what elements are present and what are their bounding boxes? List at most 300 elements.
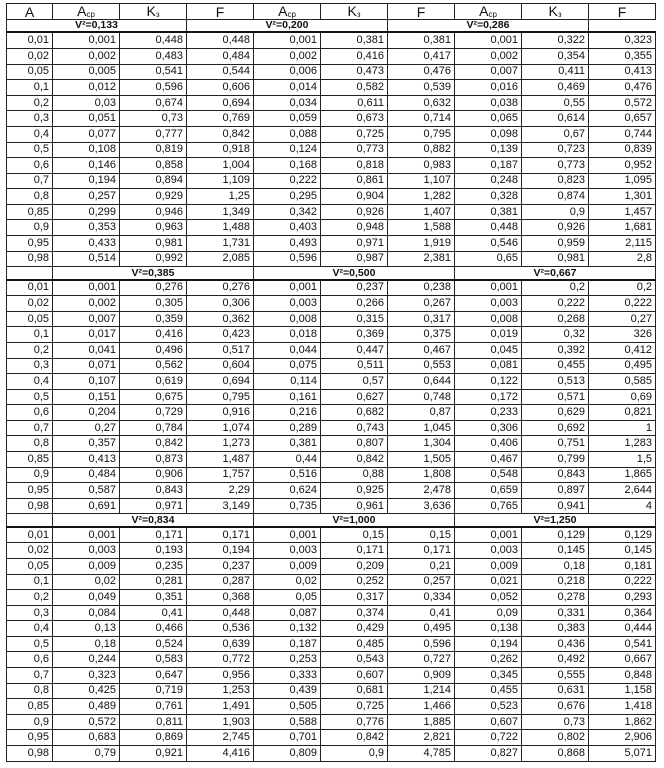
header-acp — [53, 4, 120, 20]
cell-kz: 0,629 — [522, 405, 589, 421]
cell-f: 2,381 — [388, 251, 455, 267]
cell-acp: 0,345 — [455, 668, 522, 684]
cell-a: 0,85 — [7, 452, 53, 468]
cell-f: 1,488 — [187, 220, 254, 236]
cell-f: 0,364 — [589, 605, 656, 621]
cell-a: 0,7 — [7, 420, 53, 436]
cell-acp: 0,003 — [254, 543, 321, 559]
cell-kz: 0,57 — [321, 374, 388, 390]
cell-acp: 0,624 — [254, 483, 321, 499]
cell-acp: 0,001 — [53, 527, 120, 543]
cell-kz: 0,483 — [120, 49, 187, 65]
cell-f: 0,772 — [187, 652, 254, 668]
cell-acp: 0,516 — [254, 467, 321, 483]
cell-f: 1,491 — [187, 699, 254, 715]
cell-f: 0,334 — [388, 590, 455, 606]
cell-kz: 0,818 — [321, 158, 388, 174]
cell-acp: 0,493 — [254, 236, 321, 252]
cell-f: 0,639 — [187, 636, 254, 652]
header-acp — [254, 4, 321, 20]
cell-f: 0,448 — [187, 605, 254, 621]
cell-kz: 0,583 — [120, 652, 187, 668]
cell-acp: 0,244 — [53, 652, 120, 668]
cell-f: 0,541 — [589, 636, 656, 652]
cell-kz: 0,278 — [522, 590, 589, 606]
cell-f: 0,484 — [187, 49, 254, 65]
cell-kz: 0,906 — [120, 467, 187, 483]
cell-kz: 0,926 — [522, 220, 589, 236]
cell-acp: 0,044 — [254, 342, 321, 358]
cell-kz: 0,73 — [120, 111, 187, 127]
cell-a: 0,02 — [7, 543, 53, 559]
cell-f: 0,909 — [388, 668, 455, 684]
cell-kz: 0,555 — [522, 668, 589, 684]
header-acp-sub: cp — [287, 10, 296, 19]
cell-kz: 0,631 — [522, 683, 589, 699]
cell-kz: 0,466 — [120, 621, 187, 637]
cell-f: 1,158 — [589, 683, 656, 699]
table-row — [7, 590, 656, 606]
header-acp-sub: cp — [86, 10, 95, 19]
section-v-label: V²=0,286 — [388, 20, 589, 33]
cell-acp: 0,187 — [254, 636, 321, 652]
table-row — [7, 668, 656, 684]
cell-acp: 0,514 — [53, 251, 120, 267]
cell-f: 0,237 — [187, 559, 254, 575]
cell-kz: 0,802 — [522, 730, 589, 746]
cell-kz: 0,682 — [321, 405, 388, 421]
cell-acp: 0,077 — [53, 126, 120, 142]
cell-f: 0,306 — [187, 296, 254, 312]
cell-f: 1,919 — [388, 236, 455, 252]
cell-f: 1,5 — [589, 452, 656, 468]
section-v-label: V²=1,250 — [455, 514, 656, 527]
cell-f: 1,457 — [589, 204, 656, 220]
cell-kz: 0,455 — [522, 358, 589, 374]
table-row — [7, 236, 656, 252]
cell-kz: 0,992 — [120, 251, 187, 267]
cell-a: 0,3 — [7, 605, 53, 621]
cell-acp: 0,262 — [455, 652, 522, 668]
cell-f: 0,267 — [388, 296, 455, 312]
cell-f: 2,906 — [589, 730, 656, 746]
cell-a: 0,4 — [7, 374, 53, 390]
cell-f: 0,293 — [589, 590, 656, 606]
cell-acp: 0,306 — [455, 420, 522, 436]
column-header-row — [7, 4, 656, 20]
cell-f: 0,644 — [388, 374, 455, 390]
table-row — [7, 358, 656, 374]
cell-acp: 0,257 — [53, 189, 120, 205]
table-row — [7, 158, 656, 174]
cell-kz: 0,941 — [522, 498, 589, 514]
cell-kz: 0,41 — [120, 605, 187, 621]
cell-a: 0,05 — [7, 559, 53, 575]
cell-acp: 0,13 — [53, 621, 120, 637]
table-row — [7, 64, 656, 80]
table-row — [7, 636, 656, 652]
cell-acp: 0,467 — [455, 452, 522, 468]
cell-kz: 0,873 — [120, 452, 187, 468]
cell-acp: 0,425 — [53, 683, 120, 699]
header-kz-main: K — [146, 3, 156, 19]
cell-kz: 0,571 — [522, 389, 589, 405]
cell-kz: 0,723 — [522, 142, 589, 158]
cell-acp: 0,381 — [254, 436, 321, 452]
cell-kz: 0,799 — [522, 452, 589, 468]
cell-acp: 0,001 — [53, 32, 120, 48]
cell-f: 2,29 — [187, 483, 254, 499]
table-row — [7, 389, 656, 405]
cell-kz: 0,524 — [120, 636, 187, 652]
table-row — [7, 652, 656, 668]
cell-acp: 0,607 — [455, 714, 522, 730]
cell-kz: 0,987 — [321, 251, 388, 267]
cell-acp: 0,02 — [53, 574, 120, 590]
cell-a: 0,95 — [7, 236, 53, 252]
cell-acp: 0,484 — [53, 467, 120, 483]
cell-acp: 0,216 — [254, 405, 321, 421]
cell-kz: 0,811 — [120, 714, 187, 730]
cell-f: 0,495 — [589, 358, 656, 374]
cell-f: 0,412 — [589, 342, 656, 358]
cell-acp: 0,548 — [455, 467, 522, 483]
cell-f: 0,544 — [187, 64, 254, 80]
cell-kz: 0,235 — [120, 559, 187, 575]
cell-acp: 0,081 — [455, 358, 522, 374]
cell-f: 0,539 — [388, 80, 455, 96]
cell-acp: 0,098 — [455, 126, 522, 142]
cell-acp: 0,204 — [53, 405, 120, 421]
table-row — [7, 714, 656, 730]
header-kz-sub: з — [557, 10, 562, 19]
cell-acp: 0,009 — [53, 559, 120, 575]
cell-f: 0,276 — [187, 280, 254, 296]
cell-acp: 0,194 — [455, 636, 522, 652]
table-row — [7, 111, 656, 127]
cell-kz: 0,858 — [120, 158, 187, 174]
cell-a: 0,3 — [7, 111, 53, 127]
cell-f: 2,085 — [187, 251, 254, 267]
cell-f: 0,596 — [388, 636, 455, 652]
table-row — [7, 173, 656, 189]
cell-kz: 0,842 — [321, 452, 388, 468]
cell-kz: 0,171 — [321, 543, 388, 559]
cell-acp: 0,001 — [254, 280, 321, 296]
cell-f: 0,983 — [388, 158, 455, 174]
header-kz-sub: з — [356, 10, 361, 19]
cell-f: 0,41 — [388, 605, 455, 621]
header-kz-main: K — [548, 3, 558, 19]
cell-kz: 0,784 — [120, 420, 187, 436]
cell-kz: 0,674 — [120, 95, 187, 111]
section-label-spacer — [7, 267, 53, 280]
cell-acp: 0,09 — [455, 605, 522, 621]
cell-kz: 0,55 — [522, 95, 589, 111]
cell-f: 0,604 — [187, 358, 254, 374]
section-v-label: V²=0,500 — [254, 267, 455, 280]
cell-acp: 0,038 — [455, 95, 522, 111]
header-f: F — [589, 4, 656, 20]
cell-kz: 0,921 — [120, 745, 187, 761]
cell-kz: 0,819 — [120, 142, 187, 158]
section-v-label: V²=0,385 — [53, 267, 254, 280]
table-row — [7, 342, 656, 358]
cell-f: 0,381 — [388, 32, 455, 48]
cell-f: 0,467 — [388, 342, 455, 358]
cell-f: 0,181 — [589, 559, 656, 575]
cell-f: 0,769 — [187, 111, 254, 127]
table-row — [7, 420, 656, 436]
data-table — [6, 3, 656, 762]
cell-kz: 0,773 — [321, 142, 388, 158]
table-row — [7, 189, 656, 205]
cell-acp: 0,233 — [455, 405, 522, 421]
cell-f: 0,21 — [388, 559, 455, 575]
cell-acp: 0,683 — [53, 730, 120, 746]
cell-acp: 0,05 — [254, 590, 321, 606]
cell-acp: 0,052 — [455, 590, 522, 606]
cell-f: 0,413 — [589, 64, 656, 80]
table-row — [7, 95, 656, 111]
header-kz — [120, 4, 187, 20]
cell-f: 0,632 — [388, 95, 455, 111]
cell-f: 1,301 — [589, 189, 656, 205]
cell-kz: 0,869 — [120, 730, 187, 746]
table-row — [7, 280, 656, 296]
header-f: F — [388, 4, 455, 20]
cell-acp: 0,328 — [455, 189, 522, 205]
cell-acp: 0,139 — [455, 142, 522, 158]
cell-kz: 0,751 — [522, 436, 589, 452]
cell-kz: 0,429 — [321, 621, 388, 637]
cell-acp: 0,65 — [455, 251, 522, 267]
cell-acp: 0,342 — [254, 204, 321, 220]
cell-kz: 0,9 — [321, 745, 388, 761]
cell-kz: 0,18 — [522, 559, 589, 575]
cell-acp: 0,005 — [53, 64, 120, 80]
cell-kz: 0,929 — [120, 189, 187, 205]
cell-a: 0,01 — [7, 280, 53, 296]
cell-kz: 0,266 — [321, 296, 388, 312]
cell-kz: 0,392 — [522, 342, 589, 358]
cell-kz: 0,719 — [120, 683, 187, 699]
cell-acp: 0,124 — [254, 142, 321, 158]
cell-acp: 0,323 — [53, 668, 120, 684]
table-row — [7, 251, 656, 267]
cell-a: 0,2 — [7, 95, 53, 111]
cell-a: 0,98 — [7, 498, 53, 514]
table-row — [7, 296, 656, 312]
cell-f: 1,304 — [388, 436, 455, 452]
cell-f: 0,362 — [187, 311, 254, 327]
section-v-label: V²=0,667 — [455, 267, 656, 280]
cell-a: 0,98 — [7, 251, 53, 267]
cell-kz: 0,948 — [321, 220, 388, 236]
cell-acp: 0,059 — [254, 111, 321, 127]
cell-kz: 0,946 — [120, 204, 187, 220]
cell-acp: 0,333 — [254, 668, 321, 684]
section-v-label: V²=0,834 — [53, 514, 254, 527]
cell-acp: 0,455 — [455, 683, 522, 699]
cell-kz: 0,276 — [120, 280, 187, 296]
cell-acp: 0,222 — [254, 173, 321, 189]
cell-kz: 0,743 — [321, 420, 388, 436]
cell-kz: 0,411 — [522, 64, 589, 80]
cell-kz: 0,513 — [522, 374, 589, 390]
cell-f: 1,074 — [187, 420, 254, 436]
cell-a: 0,05 — [7, 64, 53, 80]
cell-acp: 0,381 — [455, 204, 522, 220]
cell-f: 1,253 — [187, 683, 254, 699]
cell-kz: 0,807 — [321, 436, 388, 452]
cell-f: 1 — [589, 420, 656, 436]
table-row — [7, 374, 656, 390]
cell-acp: 0,588 — [254, 714, 321, 730]
cell-acp: 0,357 — [53, 436, 120, 452]
cell-kz: 0,904 — [321, 189, 388, 205]
cell-kz: 0,331 — [522, 605, 589, 621]
table-row — [7, 80, 656, 96]
cell-kz: 0,897 — [522, 483, 589, 499]
cell-f: 2,821 — [388, 730, 455, 746]
cell-acp: 0,505 — [254, 699, 321, 715]
cell-acp: 0,007 — [53, 311, 120, 327]
cell-acp: 0,406 — [455, 436, 522, 452]
cell-kz: 0,492 — [522, 652, 589, 668]
cell-acp: 0,827 — [455, 745, 522, 761]
cell-a: 0,98 — [7, 745, 53, 761]
cell-f: 1,757 — [187, 467, 254, 483]
table-row — [7, 527, 656, 543]
cell-kz: 0,842 — [321, 730, 388, 746]
table-row — [7, 605, 656, 621]
cell-kz: 0,773 — [522, 158, 589, 174]
cell-f: 0,795 — [187, 389, 254, 405]
table-row — [7, 574, 656, 590]
cell-acp: 0,172 — [455, 389, 522, 405]
cell-kz: 0,351 — [120, 590, 187, 606]
section-v-label: V²=0,200 — [187, 20, 388, 33]
cell-f: 0,448 — [187, 32, 254, 48]
cell-f: 1,865 — [589, 467, 656, 483]
cell-f: 0,15 — [388, 527, 455, 543]
cell-acp: 0,572 — [53, 714, 120, 730]
cell-acp: 0,019 — [455, 327, 522, 343]
cell-a: 0,85 — [7, 204, 53, 220]
cell-f: 0,694 — [187, 374, 254, 390]
table-row — [7, 621, 656, 637]
cell-kz: 0,776 — [321, 714, 388, 730]
cell-kz: 0,874 — [522, 189, 589, 205]
cell-kz: 0,416 — [321, 49, 388, 65]
cell-acp: 0,146 — [53, 158, 120, 174]
cell-kz: 0,369 — [321, 327, 388, 343]
cell-f: 0,495 — [388, 621, 455, 637]
cell-kz: 0,88 — [321, 467, 388, 483]
cell-kz: 0,209 — [321, 559, 388, 575]
cell-kz: 0,611 — [321, 95, 388, 111]
cell-f: 1,808 — [388, 467, 455, 483]
cell-kz: 0,926 — [321, 204, 388, 220]
cell-a: 0,6 — [7, 405, 53, 421]
cell-acp: 0,596 — [254, 251, 321, 267]
cell-f: 0,748 — [388, 389, 455, 405]
cell-f: 0,171 — [187, 527, 254, 543]
cell-kz: 0,67 — [522, 126, 589, 142]
cell-a: 0,9 — [7, 714, 53, 730]
cell-f: 2,644 — [589, 483, 656, 499]
cell-kz: 0,596 — [120, 80, 187, 96]
cell-kz: 0,171 — [120, 527, 187, 543]
table-row — [7, 498, 656, 514]
cell-acp: 0,353 — [53, 220, 120, 236]
cell-f: 0,476 — [589, 80, 656, 96]
cell-kz: 0,971 — [321, 236, 388, 252]
cell-acp: 0,016 — [455, 80, 522, 96]
cell-kz: 0,237 — [321, 280, 388, 296]
cell-a: 0,95 — [7, 483, 53, 499]
cell-f: 0,882 — [388, 142, 455, 158]
cell-acp: 0,034 — [254, 95, 321, 111]
cell-acp: 0,017 — [53, 327, 120, 343]
cell-kz: 0,894 — [120, 173, 187, 189]
cell-f: 0,238 — [388, 280, 455, 296]
cell-a: 0,02 — [7, 296, 53, 312]
cell-kz: 0,692 — [522, 420, 589, 436]
cell-f: 0,952 — [589, 158, 656, 174]
cell-kz: 0,511 — [321, 358, 388, 374]
cell-f: 0,323 — [589, 32, 656, 48]
cell-acp: 0,18 — [53, 636, 120, 652]
cell-acp: 0,051 — [53, 111, 120, 127]
cell-acp: 0,014 — [254, 80, 321, 96]
cell-f: 1,466 — [388, 699, 455, 715]
table-row — [7, 311, 656, 327]
cell-f: 0,129 — [589, 527, 656, 543]
cell-kz: 0,496 — [120, 342, 187, 358]
cell-kz: 0,322 — [522, 32, 589, 48]
cell-acp: 0,045 — [455, 342, 522, 358]
cell-acp: 0,084 — [53, 605, 120, 621]
table-row — [7, 699, 656, 715]
cell-f: 2,745 — [187, 730, 254, 746]
cell-acp: 0,008 — [254, 311, 321, 327]
cell-f: 1,903 — [187, 714, 254, 730]
cell-acp: 0,088 — [254, 126, 321, 142]
cell-f: 1,731 — [187, 236, 254, 252]
cell-f: 1,588 — [388, 220, 455, 236]
cell-kz: 0,868 — [522, 745, 589, 761]
cell-acp: 0,194 — [53, 173, 120, 189]
cell-f: 0,714 — [388, 111, 455, 127]
cell-acp: 0,122 — [455, 374, 522, 390]
cell-a: 0,2 — [7, 342, 53, 358]
cell-acp: 0,107 — [53, 374, 120, 390]
cell-acp: 0,009 — [455, 559, 522, 575]
cell-f: 1,862 — [589, 714, 656, 730]
cell-f: 0,694 — [187, 95, 254, 111]
cell-kz: 0,562 — [120, 358, 187, 374]
cell-acp: 0,021 — [455, 574, 522, 590]
cell-acp: 0,002 — [254, 49, 321, 65]
cell-a: 0,95 — [7, 730, 53, 746]
cell-acp: 0,253 — [254, 652, 321, 668]
cell-f: 0,517 — [187, 342, 254, 358]
cell-kz: 0,647 — [120, 668, 187, 684]
cell-f: 326 — [589, 327, 656, 343]
cell-a: 0,8 — [7, 436, 53, 452]
